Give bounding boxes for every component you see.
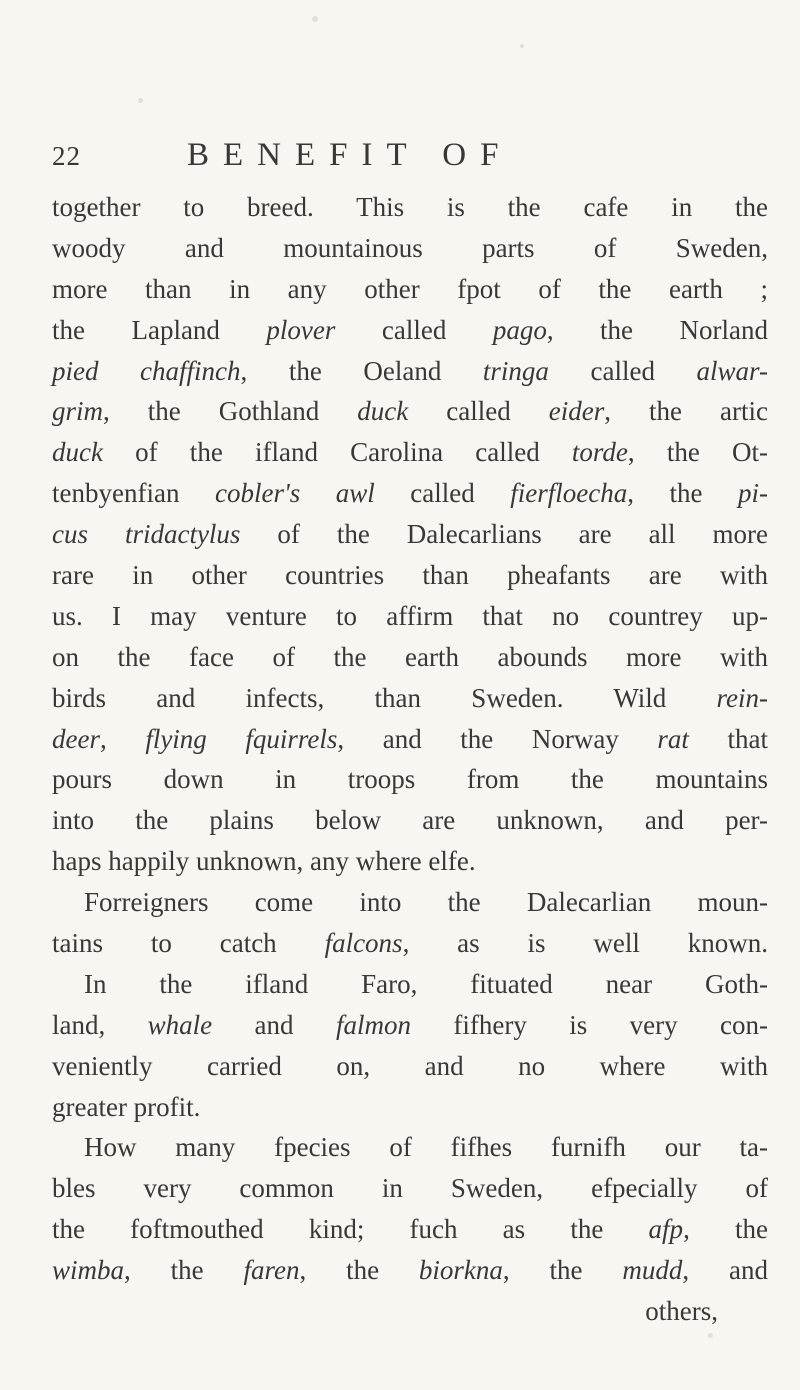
text-run: woody and mountainous parts of Sweden, xyxy=(52,232,768,263)
text-run: of the ifland Carolina called xyxy=(102,437,572,468)
text-line xyxy=(52,1168,768,1209)
italic-term: rein- xyxy=(716,682,768,713)
text-run: In the ifland Faro, fituated near Goth- xyxy=(84,968,768,999)
text-run: fifhery is very con- xyxy=(410,1009,768,1040)
italic-term: pago xyxy=(492,314,547,345)
text-line xyxy=(52,841,768,882)
italic-term: tringa xyxy=(482,355,549,386)
italic-term: pi- xyxy=(737,478,768,509)
text-line xyxy=(52,187,768,228)
italic-term: falcons xyxy=(324,928,403,959)
text-run: , the xyxy=(683,1214,768,1245)
text-run: called xyxy=(335,314,493,345)
text-line xyxy=(52,719,768,760)
italic-term: afp xyxy=(648,1214,684,1245)
italic-term: biorkna xyxy=(418,1255,503,1286)
text-run: , the xyxy=(124,1255,244,1286)
text-line xyxy=(52,964,768,1005)
italic-term: deer xyxy=(52,723,100,754)
text-run: , as is well known. xyxy=(402,928,769,959)
italic-term: cobler's awl xyxy=(214,478,375,509)
text-line xyxy=(52,1127,768,1168)
text-run: , the Ot- xyxy=(627,437,768,468)
text-run: , the xyxy=(627,478,738,509)
text-run: into the plains below are unknown, and per- xyxy=(52,805,768,836)
italic-term: grim xyxy=(52,396,104,427)
italic-term: torde xyxy=(571,437,628,468)
italic-term: pied chaffinch xyxy=(52,355,241,386)
text-run: Forreigners come into the Dalecarlian moun- xyxy=(84,887,768,918)
text-line xyxy=(52,310,768,351)
text-line xyxy=(52,1209,768,1250)
text-run: , xyxy=(99,723,146,754)
text-line xyxy=(52,923,768,964)
text-line xyxy=(52,1005,768,1046)
text-run: on the face of the earth abounds more with xyxy=(52,641,768,672)
text-run: veniently carried on, and no where with xyxy=(52,1050,768,1081)
text-run: us. I may venture to affirm that no countrey up- xyxy=(52,600,768,631)
text-line xyxy=(52,432,768,473)
text-run: together to breed. This is the cafe in the xyxy=(52,192,768,222)
text-line xyxy=(52,555,768,596)
text-line xyxy=(52,1291,768,1332)
body-text xyxy=(52,187,768,1332)
italic-term: cus tridactylus xyxy=(52,519,241,550)
paper-speck xyxy=(312,16,318,22)
text-line xyxy=(52,351,768,392)
text-line xyxy=(52,882,768,923)
italic-term: falmon xyxy=(335,1009,411,1040)
text-run: pours down in troops from the mountains xyxy=(52,764,768,795)
text-line xyxy=(52,637,768,678)
text-run: of the Dalecarlians are all more xyxy=(240,519,768,550)
text-run: How many fpecies of fifhes furnifh our ta- xyxy=(84,1132,768,1163)
page-number: 22 xyxy=(52,141,81,171)
text-run: others, xyxy=(645,1296,718,1327)
page-header xyxy=(52,137,772,177)
italic-term: fierfloecha xyxy=(510,478,628,509)
text-line xyxy=(52,1087,768,1128)
text-run: greater profit. xyxy=(52,1091,201,1122)
text-line xyxy=(52,514,768,555)
text-run: rare in other countries than pheafants are with xyxy=(52,560,768,591)
text-run: , the xyxy=(502,1255,623,1286)
italic-term: wimba xyxy=(52,1255,125,1286)
text-line xyxy=(52,1250,768,1291)
text-run: called xyxy=(408,396,549,427)
text-run: , and the Norway xyxy=(337,723,658,754)
text-run: , the xyxy=(299,1255,419,1286)
text-run: haps happily unknown, any where elfe. xyxy=(52,846,476,877)
text-line xyxy=(52,473,768,514)
text-line xyxy=(52,391,768,432)
italic-term: duck xyxy=(52,437,103,468)
text-run: , and xyxy=(682,1255,768,1286)
text-run: , the artic xyxy=(604,396,768,427)
text-line xyxy=(52,596,768,637)
text-run: birds and infects, than Sweden. Wild xyxy=(52,682,717,713)
paper-speck xyxy=(520,44,524,48)
text-run: , the Norland xyxy=(546,314,768,345)
text-line xyxy=(52,269,768,310)
italic-term: flying fquirrels xyxy=(145,723,338,754)
text-line xyxy=(52,228,768,269)
italic-term: faren xyxy=(243,1255,300,1286)
text-run: tenbyenfian xyxy=(52,478,215,509)
paper-speck xyxy=(138,98,143,103)
text-run: , the Oeland xyxy=(240,355,483,386)
italic-term: duck xyxy=(357,396,409,427)
italic-term: rat xyxy=(657,723,689,754)
running-head: BENEFIT OF xyxy=(187,137,513,173)
italic-term: whale xyxy=(147,1009,213,1040)
text-line xyxy=(52,800,768,841)
text-run: , the Gothland xyxy=(103,396,358,427)
italic-term: plover xyxy=(266,314,336,345)
paper-speck xyxy=(708,1333,713,1338)
text-run: called xyxy=(548,355,697,386)
text-line xyxy=(52,759,768,800)
text-line xyxy=(52,1046,768,1087)
text-run: that xyxy=(688,723,768,754)
text-run: more than in any other fpot of the earth ; xyxy=(52,273,768,304)
text-run: the foftmouthed kind; fuch as the xyxy=(52,1214,649,1245)
text-run: and xyxy=(212,1009,336,1040)
text-run: bles very common in Sweden, efpecially of xyxy=(52,1173,768,1204)
text-run: called xyxy=(374,478,511,509)
italic-term: eider xyxy=(548,396,605,427)
italic-term: mudd xyxy=(622,1255,683,1286)
text-run: tains to catch xyxy=(52,928,325,959)
text-line xyxy=(52,678,768,719)
text-run: the Lapland xyxy=(52,314,267,345)
text-run: land, xyxy=(52,1009,148,1040)
italic-term: alwar- xyxy=(696,355,768,386)
